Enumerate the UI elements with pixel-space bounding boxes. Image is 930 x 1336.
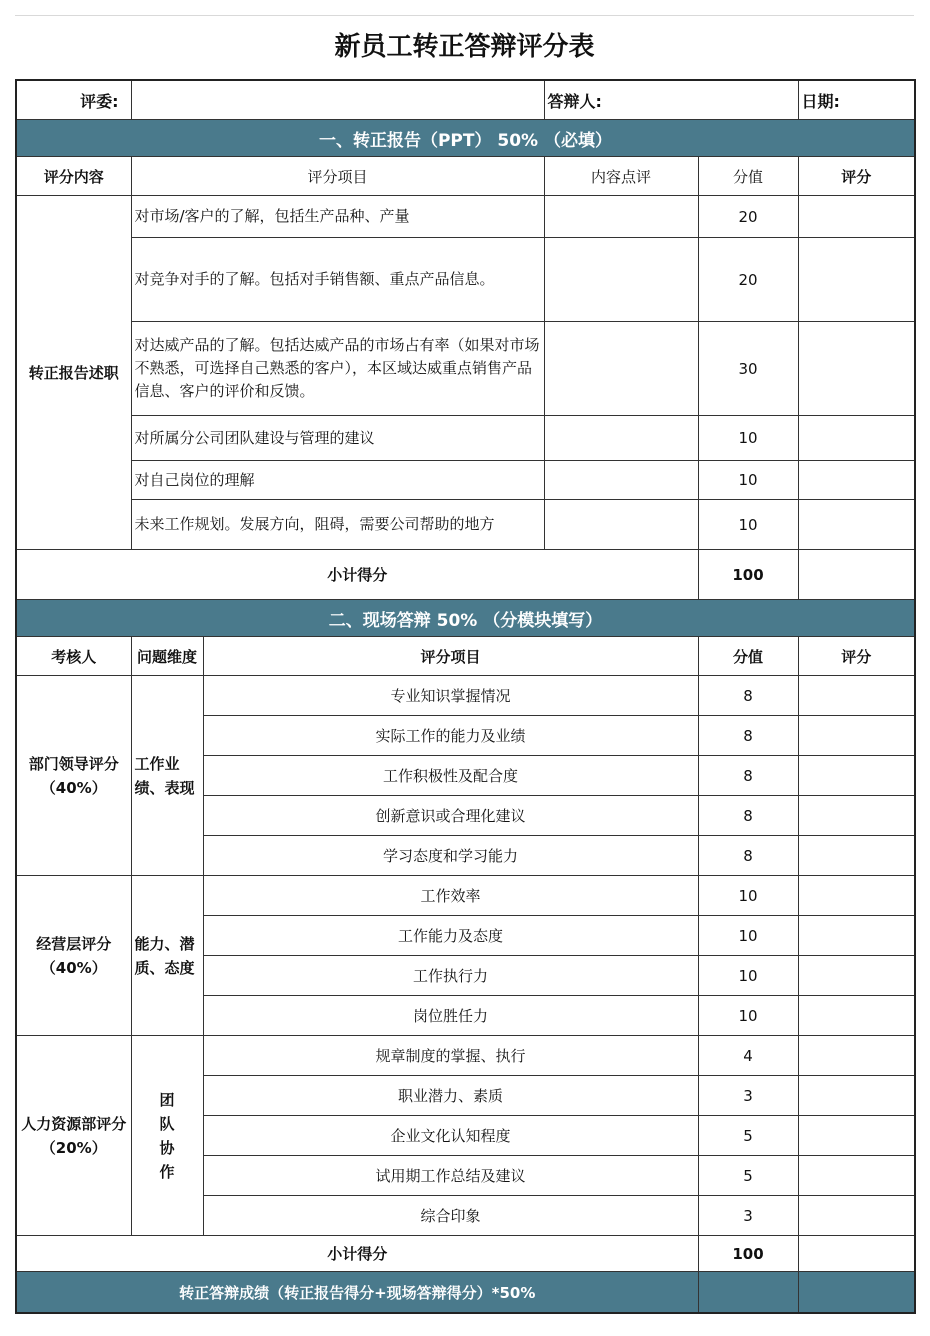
col-comment: 内容点评 xyxy=(544,157,698,196)
subtotal-value: 100 xyxy=(698,1236,798,1272)
table-row xyxy=(16,1036,915,1076)
section1-subtotal-row xyxy=(16,550,915,600)
score-cell[interactable] xyxy=(798,996,915,1036)
date-label[interactable]: 日期: xyxy=(798,80,915,120)
item-text: 对竞争对手的了解。包括对手销售额、重点产品信息。 xyxy=(131,238,544,322)
assessor-label: 经营层评分（40%） xyxy=(16,876,131,1036)
score-cell[interactable] xyxy=(798,956,915,996)
score-cell[interactable] xyxy=(798,716,915,756)
score-cell[interactable] xyxy=(798,1156,915,1196)
assessor-label: 部门领导评分（40%） xyxy=(16,676,131,876)
section2-subtotal-row xyxy=(16,1236,915,1272)
value-cell: 8 xyxy=(698,836,798,876)
value-cell: 4 xyxy=(698,1036,798,1076)
subtotal-label: 小计得分 xyxy=(16,550,698,600)
header-row xyxy=(16,80,915,120)
group-label: 转正报告述职 xyxy=(16,196,131,550)
item-text: 综合印象 xyxy=(203,1196,698,1236)
section2-title: 二、现场答辩 50% （分模块填写） xyxy=(16,600,915,637)
subtotal-score[interactable] xyxy=(798,1236,915,1272)
value-cell: 5 xyxy=(698,1156,798,1196)
item-text: 规章制度的掌握、执行 xyxy=(203,1036,698,1076)
table-row xyxy=(16,500,915,550)
value-cell: 10 xyxy=(698,916,798,956)
col-score: 评分 xyxy=(798,157,915,196)
item-text: 企业文化认知程度 xyxy=(203,1116,698,1156)
score-cell[interactable] xyxy=(798,1076,915,1116)
section1-band xyxy=(16,120,915,157)
value-cell: 10 xyxy=(698,461,798,500)
item-text: 对所属分公司团队建设与管理的建议 xyxy=(131,416,544,461)
score-cell[interactable] xyxy=(798,238,915,322)
item-text: 创新意识或合理化建议 xyxy=(203,796,698,836)
col-content: 评分内容 xyxy=(16,157,131,196)
comment-cell[interactable] xyxy=(544,500,698,550)
score-cell[interactable] xyxy=(798,461,915,500)
value-cell: 10 xyxy=(698,996,798,1036)
judge-label: 评委: xyxy=(16,80,131,120)
comment-cell[interactable] xyxy=(544,416,698,461)
section1-title: 一、转正报告（PPT） 50% （必填） xyxy=(16,120,915,157)
section2-band xyxy=(16,600,915,637)
value-cell: 10 xyxy=(698,876,798,916)
table-row xyxy=(16,876,915,916)
col-score: 评分 xyxy=(798,637,915,676)
item-text: 工作执行力 xyxy=(203,956,698,996)
value-cell: 30 xyxy=(698,322,798,416)
col-item: 评分项目 xyxy=(131,157,544,196)
subtotal-score[interactable] xyxy=(798,550,915,600)
page-title: 新员工转正答辩评分表 xyxy=(15,15,914,79)
subtotal-label: 小计得分 xyxy=(16,1236,698,1272)
section2-column-header xyxy=(16,637,915,676)
item-text: 工作能力及态度 xyxy=(203,916,698,956)
value-cell: 3 xyxy=(698,1076,798,1116)
comment-cell[interactable] xyxy=(544,196,698,238)
dimension-label: 能力、潜质、态度 xyxy=(131,876,203,1036)
col-assessor: 考核人 xyxy=(16,637,131,676)
item-text: 岗位胜任力 xyxy=(203,996,698,1036)
item-text: 对市场/客户的了解，包括生产品种、产量 xyxy=(131,196,544,238)
value-cell: 10 xyxy=(698,416,798,461)
section1-column-header xyxy=(16,157,915,196)
score-cell[interactable] xyxy=(798,1116,915,1156)
score-cell[interactable] xyxy=(798,1196,915,1236)
judge-field[interactable] xyxy=(131,80,544,120)
value-cell: 10 xyxy=(698,956,798,996)
score-cell[interactable] xyxy=(798,500,915,550)
col-item: 评分项目 xyxy=(203,637,698,676)
score-cell[interactable] xyxy=(798,322,915,416)
col-dimension: 问题维度 xyxy=(131,637,203,676)
score-cell[interactable] xyxy=(798,756,915,796)
value-cell: 8 xyxy=(698,716,798,756)
dimension-label: 团队协作 xyxy=(159,1090,175,1181)
col-value: 分值 xyxy=(698,157,798,196)
comment-cell[interactable] xyxy=(544,461,698,500)
assessor-label: 人力资源部评分（20%） xyxy=(16,1036,131,1236)
final-label: 转正答辩成绩（转正报告得分+现场答辩得分）*50% xyxy=(16,1272,698,1314)
item-text: 学习态度和学习能力 xyxy=(203,836,698,876)
item-text: 实际工作的能力及业绩 xyxy=(203,716,698,756)
item-text: 工作积极性及配合度 xyxy=(203,756,698,796)
respondent-label[interactable]: 答辩人: xyxy=(544,80,798,120)
table-row xyxy=(16,416,915,461)
item-text: 职业潜力、素质 xyxy=(203,1076,698,1116)
item-text: 未来工作规划。发展方向，阻碍，需要公司帮助的地方 xyxy=(131,500,544,550)
score-cell[interactable] xyxy=(798,796,915,836)
table-row xyxy=(16,676,915,716)
dimension-label: 工作业绩、表现 xyxy=(131,676,203,876)
item-text: 试用期工作总结及建议 xyxy=(203,1156,698,1196)
value-cell: 20 xyxy=(698,238,798,322)
item-text: 对达威产品的了解。包括达威产品的市场占有率（如果对市场不熟悉，可选择自己熟悉的客户），本区域达威重点销售产品信息、客户的评价和反馈。 xyxy=(131,322,544,416)
subtotal-value: 100 xyxy=(698,550,798,600)
value-cell: 8 xyxy=(698,676,798,716)
table-row xyxy=(16,238,915,322)
score-cell[interactable] xyxy=(798,916,915,956)
comment-cell[interactable] xyxy=(544,238,698,322)
col-value: 分值 xyxy=(698,637,798,676)
value-cell: 8 xyxy=(698,796,798,836)
score-cell[interactable] xyxy=(798,676,915,716)
table-row xyxy=(16,461,915,500)
score-cell[interactable] xyxy=(798,416,915,461)
comment-cell[interactable] xyxy=(544,322,698,416)
score-sheet xyxy=(15,15,914,1314)
value-cell: 20 xyxy=(698,196,798,238)
item-text: 专业知识掌握情况 xyxy=(203,676,698,716)
score-cell[interactable] xyxy=(798,196,915,238)
value-cell: 5 xyxy=(698,1116,798,1156)
value-cell: 3 xyxy=(698,1196,798,1236)
value-cell: 8 xyxy=(698,756,798,796)
final-value-cell[interactable] xyxy=(698,1272,798,1314)
score-cell[interactable] xyxy=(798,876,915,916)
score-cell[interactable] xyxy=(798,836,915,876)
item-text: 工作效率 xyxy=(203,876,698,916)
final-row xyxy=(16,1272,915,1314)
value-cell: 10 xyxy=(698,500,798,550)
score-table xyxy=(15,79,916,1314)
table-row xyxy=(16,196,915,238)
item-text: 对自己岗位的理解 xyxy=(131,461,544,500)
final-score-cell[interactable] xyxy=(798,1272,915,1314)
table-row xyxy=(16,322,915,416)
score-cell[interactable] xyxy=(798,1036,915,1076)
